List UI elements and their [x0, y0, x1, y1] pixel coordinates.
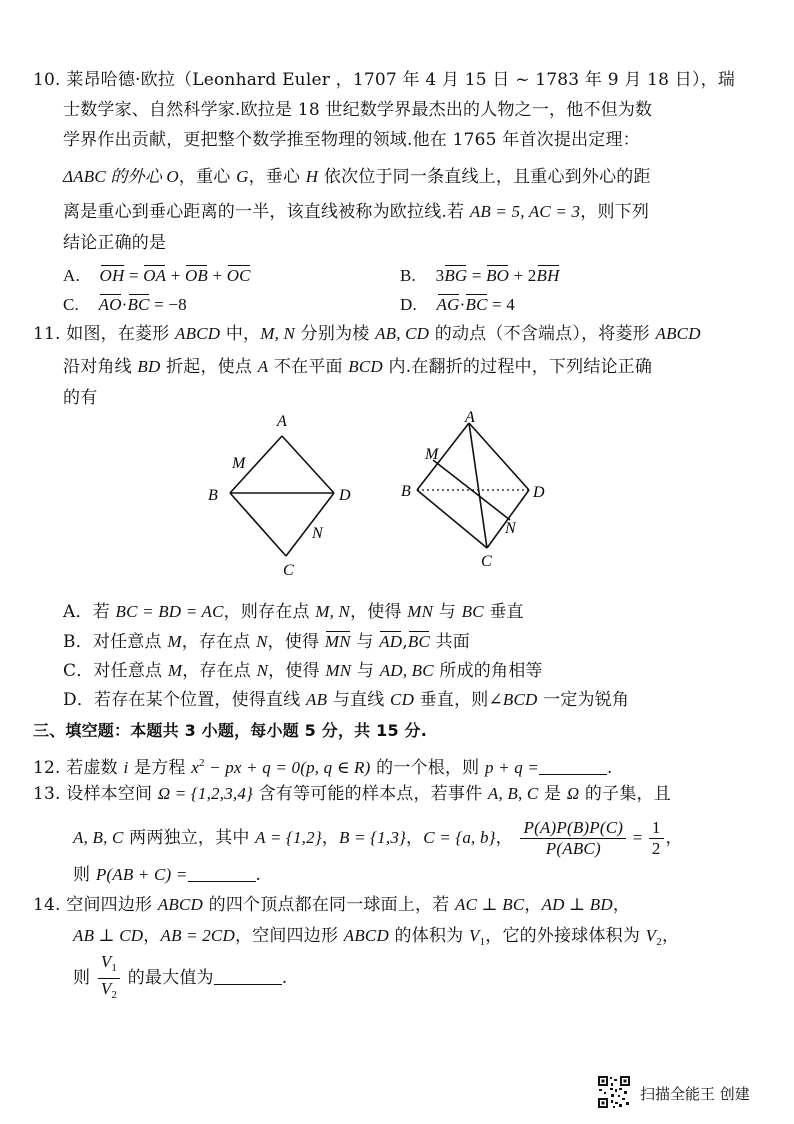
- q10-option-c: C. AO·BC = −8: [63, 295, 187, 314]
- probability-fraction: $\frac{P(A)P(B)P(C)}{\text{P(ABC)}}$: [520, 818, 626, 859]
- half-fraction: $\frac{1}{2}$: [649, 818, 664, 859]
- q11-line1: 11. 如图，在菱形 ABCD 中，M, N 分别为棱 AB, CD 的动点（不含端点），将菱形 ABCD: [33, 324, 701, 344]
- edge-ad: [282, 436, 334, 493]
- label-d: D: [339, 487, 351, 504]
- q11-option-b: B．对任意点 M，存在点 N，使得 MN 与 AD,BC 共面: [63, 632, 470, 652]
- answer-blank[interactable]: [539, 760, 607, 775]
- label-n: N: [312, 525, 323, 542]
- q13-line3: 则 P(AB + C) = .: [73, 865, 262, 885]
- q11-option-d: D．若存在某个位置，使得直线 AB 与直线 CD 垂直，则∠BCD 一定为锐角: [63, 690, 630, 710]
- q10-line4: ΔABC 的外心 O，重心 G，垂心 H 依次位于同一条直线上，且重心到外心的距: [63, 167, 651, 187]
- label-d: D: [533, 484, 545, 501]
- folded-figure: [395, 405, 555, 577]
- q10-line5: 离是重心到垂心距离的一半，该直线被称为欧拉线.若 AB = 5, AC = 3，则下列: [63, 202, 650, 222]
- answer-blank[interactable]: [188, 867, 256, 882]
- q14-line1: 14. 空间四边形 ABCD 的四个顶点都在同一球面上，若 AC ⊥ BC，AD ⊥ BD，: [33, 895, 631, 915]
- footer-watermark: 扫描全能王 创建: [640, 1085, 750, 1103]
- q10-option-a: A. OH = OA + OB + OC: [63, 266, 251, 285]
- q10-line6: 结论正确的是: [63, 233, 167, 253]
- q12: 12. 若虚数 i 是方程 $x^2$ − px + q = 0(p, q ∈ R) 的一个根，则 p + q = .: [33, 757, 613, 778]
- q13-line2: A, B, C 两两独立，其中 A = {1,2}，B = {1,3}，C = {a, b}， $\frac{P(A)P(B)P(C)}{\text{P(ABC)}}$ = $\frac{1}{2}$ ，: [73, 818, 683, 858]
- q10-line1: 10. 莱昂哈德·欧拉（Leonhard Euler ，1707 年 4 月 15 日 ~ 1783 年 9 月 18 日），瑞: [33, 70, 736, 90]
- label-c: C: [283, 562, 294, 579]
- edge-dc: [286, 493, 334, 556]
- q10-option-b: B. 3BG = BO + 2BH: [400, 266, 560, 285]
- volume-ratio-fraction: $\frac{V_1}{V_2}$: [98, 952, 120, 1005]
- rhombus-figure: [200, 408, 360, 583]
- section-heading: 三、填空题：本题共 3 小题，每小题 5 分，共 15 分.: [33, 721, 428, 740]
- label-c: C: [481, 553, 492, 570]
- label-b: B: [208, 487, 218, 504]
- q11-option-c: C．对任意点 M，存在点 N，使得 MN 与 AD, BC 所成的角相等: [63, 661, 543, 681]
- q10-option-d: D. AG·BC = 4: [400, 295, 515, 314]
- label-m: M: [232, 455, 246, 472]
- label-b: B: [401, 483, 411, 500]
- q11-line3: 的有: [63, 388, 98, 408]
- qr-code-icon: [597, 1075, 631, 1109]
- answer-blank[interactable]: [214, 970, 282, 985]
- label-n: N: [505, 520, 516, 537]
- q14-line2: AB ⊥ CD，AB = 2CD，空间四边形 ABCD 的体积为 $V_1$，它的外接球体积为 $V_2$，: [73, 926, 680, 948]
- q10-line3: 学界作出贡献，更把整个数学推至物理的领域.他在 1765 年首次提出定理：: [63, 130, 640, 150]
- label-m: M: [425, 446, 439, 463]
- q11-option-a: A．若 BC = BD = AC，则存在点 M, N，使得 MN 与 BC 垂直: [63, 602, 524, 622]
- q13-line1: 13. 设样本空间 Ω = {1,2,3,4} 含有等可能的样本点，若事件 A, B, C 是 Ω 的子集，且: [33, 784, 671, 804]
- q14-line3: 则 $\frac{V_1}{V_2}$ 的最大值为 .: [73, 952, 287, 1005]
- label-a: A: [465, 409, 475, 426]
- q10-line2: 士数学家、自然科学家.欧拉是 18 世纪数学界最杰出的人物之一，他不但为数: [63, 100, 653, 120]
- label-a: A: [277, 413, 287, 430]
- q11-line2: 沿对角线 BD 折起，使点 A 不在平面 BCD 内.在翻折的过程中，下列结论正确: [63, 357, 653, 377]
- edge-bc: [230, 493, 286, 556]
